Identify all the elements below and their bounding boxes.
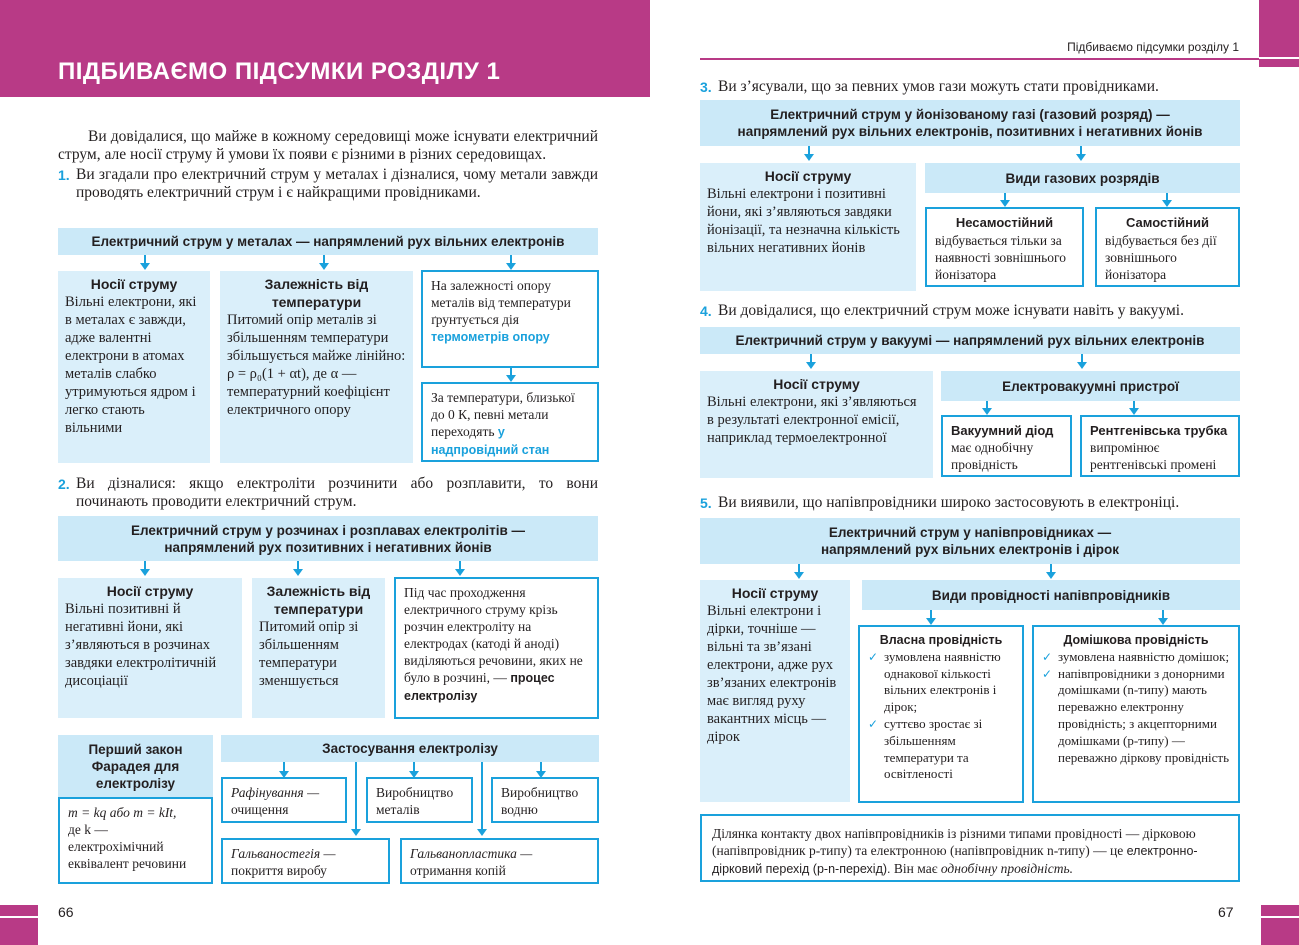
box-text: За температури, близької до 0 К, певні метали переходять [431,390,575,439]
header-line: напрямлений рух вільних електронів, позитивних і негативних йонів [737,124,1203,139]
header-line: Електричний струм у розчинах і розплавах електролітів — [130,522,526,538]
applications-header [221,735,599,762]
arrow-down-icon [323,255,325,264]
arrow-down-icon [1166,193,1168,201]
arrow-down-icon [1133,401,1135,409]
page-corner-tab [1259,0,1299,67]
italic-term: Рафінування — [231,785,320,800]
arrow-down-icon [808,146,810,155]
box-title: Домішкова провідність [1063,633,1209,647]
semi-types-title: Види провідності напівпровідників [931,587,1171,603]
box-text: Питомий опір металів зі збільшенням температури збільшується майже лінійно: ρ = ρ₀(1 + αt), де α — температурний коефіцієнт електричного опору [227,312,406,418]
hydrogen-production-box [491,777,599,823]
box-title: Залежність від температури [266,583,371,617]
arrow-down-icon [1081,354,1083,363]
electrolytes-header [58,516,598,561]
box-text: Під час проходження електричного струму крізь розчин електроліту на електродах (катоді й аноді) виділяються речовини, яких не було в розчині, — [404,585,583,685]
box-text: Вільні електрони, які в металах є завжди, адже валентні електрони в атомах металів слабко утримуються ядром і легко стають вільними [65,294,197,436]
header-line: напрямлений рух позитивних і негативних йонів [164,539,492,555]
box-title: Несамостійний [955,215,1054,230]
item-4 [700,302,1240,320]
box-text: Ділянка контакту двох напівпровідників із різними типами провідності — дірковою (напівпровідник p-типу) та електронною (напівпровідник n-типу) — це [712,826,1196,858]
arrow-down-icon [481,762,483,830]
header-rule [700,58,1262,60]
arrow-down-icon [986,401,988,409]
box-text: відбувається тільки за наявності зовнішнього йонізатора [935,233,1066,282]
intrinsic-conductivity-box [858,625,1024,803]
box-text: покриття виробу [231,863,327,878]
metals-header [58,228,598,255]
superconductor-box [421,382,599,462]
item-number: 5. [700,495,712,511]
box-title: Рентгенівська трубка [1090,423,1228,438]
page-corner-tab [0,905,38,945]
faraday-title [58,735,213,797]
box-text: випромінює рентгенівські промені [1090,440,1217,472]
box-title: Самостійний [1125,215,1210,230]
check-item: ✓ зумовлена наявністю домішок; [1042,649,1230,666]
intrinsic-list [868,649,1014,783]
check-item: ✓ напівпровідники з донорними домішками (n-типу) мають переважно електронну провідність; з акцепторними домішками (p-типу) — переважно діркову провідність [1042,666,1230,767]
semi-types-header [862,580,1240,610]
box-title: Власна провідність [879,633,1003,647]
arrow-down-icon [510,255,512,264]
galvanostegy-box [221,838,390,884]
check-item: ✓ суттєво зростає зі збільшенням температури та освітленості [868,716,1014,783]
box-title: Носії струму [764,168,852,184]
thermometer-box [421,270,599,368]
arrow-down-icon [1050,564,1052,573]
arrow-down-icon [144,561,146,570]
vacuum-header-text: Електричний струм у вакуумі — напрямлений рух вільних електронів [735,333,1205,348]
box-title: Носії струму [773,376,860,392]
item-number: 2. [58,476,70,492]
arrow-down-icon [540,762,542,772]
right-page [650,0,1299,945]
vacuum-header [700,327,1240,354]
gas-types-title: Види газових розрядів [1005,170,1160,186]
page-number: 66 [58,904,74,920]
electrolysis-process-box [394,577,599,719]
box-text: Він має [893,861,938,876]
gas-types-header [925,163,1240,193]
non-self-sustained-box [925,207,1084,287]
refining-box [221,777,347,823]
arrow-down-icon [1004,193,1006,201]
metals-header-text: Електричний струм у металах — напрямлений рух вільних електронів [91,234,565,249]
box-title: Носії струму [731,585,819,601]
arrow-down-icon [144,255,146,264]
faraday-title-text: Перший закон Фарадея для електролізу [88,741,183,791]
box-text: відбувається без дії зовнішнього йонізатора [1105,233,1217,282]
box-text: отримання копій [410,863,506,878]
box-title: Носії струму [106,583,194,599]
box-text: де k — електрохімічний еквівалент речовини [68,822,187,871]
item-5 [700,494,1240,512]
italic-term: Гальванопластика — [410,846,533,861]
metals-carriers-box [58,271,210,463]
page-corner-tab [1261,905,1299,945]
electrolytes-carriers-box [58,578,242,718]
xray-tube-box [1080,415,1240,477]
electrolytes-temperature-box [252,578,385,718]
box-text: Вільні електрони і позитивні йони, які з’являються завдяки йонізації, та незначна кількість вільних негативних йонів [707,186,900,256]
item-3 [700,78,1240,96]
page-title: ПІДБИВАЄМО ПІДСУМКИ РОЗДІЛУ 1 [58,58,501,85]
vacuum-diode-box [941,415,1072,477]
item-2 [58,475,598,511]
item-number: 3. [700,79,712,95]
arrow-down-icon [297,561,299,570]
box-title: Вакуумний діод [951,423,1054,438]
box-text: Вільні електрони, які з’являються в результаті електронної емісії, наприклад термоелектронної [707,394,917,446]
arrow-down-icon [283,762,285,772]
bold-term: електронно-дірковий перехід (p-n-перехід). [712,844,1198,876]
item-number: 1. [58,167,70,183]
gas-header [700,100,1240,146]
box-text: очищення [231,802,289,817]
accent-term: термометрів опору [431,330,550,344]
self-sustained-box [1095,207,1240,287]
impurity-conductivity-box [1032,625,1240,803]
arrow-down-icon [459,561,461,570]
item-text: Ви виявили, що напівпровідники широко застосовують в електроніці. [718,494,1180,511]
arrow-down-icon [413,762,415,772]
item-1 [58,166,598,202]
bold-term: процес електролізу [404,671,555,703]
box-text: Вільні позитивні й негативні йони, які з’являються в розчинах завдяки електролітичній дисоціації [65,601,217,689]
arrow-down-icon [510,368,512,376]
box-text: Питомий опір зі збільшенням температури зменшується [259,619,359,689]
item-number: 4. [700,303,712,319]
item-text: Ви дізналися: якщо електроліти розчинити або розплавити, то вони починають проводити електричний струм. [76,475,598,510]
box-title: Носії струму [90,276,178,292]
box-text: Вільні електрони і дірки, точніше — вільні та зв’язані електрони, адже рух зв’язаних електронів має вигляд руху вакантних місць — дірок [707,603,837,745]
arrow-down-icon [355,762,357,830]
box-title: Залежність від температури [264,276,369,310]
devices-title: Електровакуумні пристрої [1002,378,1179,394]
vacuum-devices-header [941,371,1240,401]
faraday-formula-box [58,797,213,884]
galvanoplasty-box [400,838,599,884]
box-text: На залежності опору металів від температури ґрунтується дія [431,278,571,327]
metals-temperature-box [220,271,413,463]
page-number: 67 [1218,904,1234,920]
italic-term: однобічну провідність. [940,861,1073,876]
item-text: Ви з’ясували, що за певних умов гази можуть стати провідниками. [718,78,1159,95]
arrow-down-icon [798,564,800,573]
header-line: Електричний струм у йонізованому газі (газовий розряд) — [770,107,1170,122]
arrow-down-icon [1080,146,1082,155]
applications-header-text: Застосування електролізу [322,741,498,756]
accent-term: у надпровідний стан [431,425,550,457]
box-text: Виробництво водню [501,785,579,817]
gas-carriers-box [700,163,916,291]
box-text: Виробництво металів [376,785,454,817]
metal-production-box [366,777,473,823]
faraday-formula: m = kq або m = kIt, [68,805,177,820]
impurity-list [1042,649,1230,767]
arrow-down-icon [810,354,812,363]
pn-junction-box [700,814,1240,882]
running-head: Підбиваємо підсумки розділу 1 [1067,40,1239,54]
header-line: Електричний струм у напівпровідниках — [828,525,1112,540]
box-text: має однобічну провідність [951,440,1034,472]
chapter-title-band [0,0,650,97]
item-text: Ви довідалися, що електричний струм може існувати навіть у вакуумі. [718,302,1184,319]
vacuum-carriers-box [700,371,933,478]
item-text: Ви згадали про електричний струм у металах і дізналися, чому метали завжди проводять електричний струм і є найкращими провідниками. [76,166,598,201]
check-item: ✓ зумовлена наявністю однакової кількості вільних електронів і дірок; [868,649,1014,716]
arrow-down-icon [1162,610,1164,619]
header-line: напрямлений рух вільних електронів і дірок [820,542,1120,557]
semiconductors-header [700,518,1240,564]
arrow-down-icon [930,610,932,619]
italic-term: Гальваностегія — [231,846,336,861]
semi-carriers-box [700,580,850,802]
intro-paragraph: Ви довідалися, що майже в кожному середовищі може існувати електричний струм, але носії струму й умови їх появи є різними в різних середовищах. [58,128,598,163]
